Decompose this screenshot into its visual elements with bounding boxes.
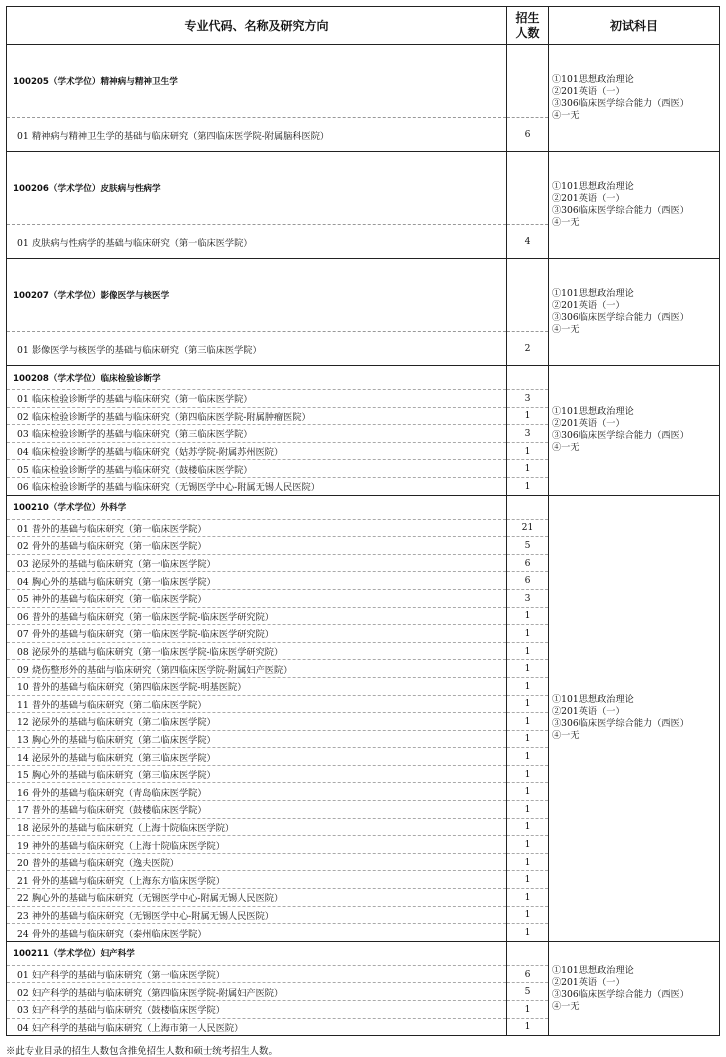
exam-subject: ③306临床医学综合能力（西医） xyxy=(552,430,689,442)
direction-cell xyxy=(7,572,507,590)
direction-name: 妇产科学的基础与临床研究（鼓楼临床医学院） xyxy=(32,1005,225,1017)
direction-name: 胸心外的基础与临床研究（第一临床医学院） xyxy=(32,576,216,588)
direction-code: 03 xyxy=(17,559,29,571)
direction-quota: 3 xyxy=(507,425,549,443)
direction-cell xyxy=(7,677,507,695)
direction-cell xyxy=(7,660,507,678)
major-header-row xyxy=(7,495,720,519)
exam-subject: ①101思想政治理论 xyxy=(552,694,634,706)
direction-code: 23 xyxy=(17,910,29,922)
direction-code: 05 xyxy=(17,594,29,606)
direction-quota: 1 xyxy=(507,871,549,889)
direction-name: 泌尿外的基础与临床研究（第一临床医学院） xyxy=(32,559,216,571)
direction-name: 普外的基础与临床研究（第一临床医学院-临床医学研究院） xyxy=(32,611,274,623)
exam-subjects-cell xyxy=(549,259,720,366)
direction-code: 01 xyxy=(17,237,29,249)
direction-cell xyxy=(7,642,507,660)
direction-name: 泌尿外的基础与临床研究（第二临床医学院） xyxy=(32,717,216,729)
exam-subject: ③306临床医学综合能力（西医） xyxy=(552,988,689,1000)
direction-name: 普外的基础与临床研究（第二临床医学院） xyxy=(32,699,207,711)
major-title: 100207（学术学位）影像医学与核医学 xyxy=(7,259,507,332)
direction-cell xyxy=(7,983,507,1001)
direction-name: 普外的基础与临床研究（逸夫医院） xyxy=(32,858,179,870)
exam-subjects-cell xyxy=(549,152,720,259)
direction-code: 17 xyxy=(17,805,29,817)
direction-cell xyxy=(7,836,507,854)
major-header-row xyxy=(7,259,720,332)
direction-quota: 1 xyxy=(507,924,549,942)
direction-code: 13 xyxy=(17,734,29,746)
direction-cell xyxy=(7,713,507,731)
direction-name: 皮肤病与性病学的基础与临床研究（第一临床医学院） xyxy=(32,237,253,249)
direction-code: 02 xyxy=(17,411,29,423)
direction-quota: 1 xyxy=(507,801,549,819)
direction-code: 15 xyxy=(17,770,29,782)
direction-cell xyxy=(7,390,507,408)
direction-code: 07 xyxy=(17,629,29,641)
direction-code: 24 xyxy=(17,928,29,940)
direction-quota: 1 xyxy=(507,748,549,766)
major-quota-cell xyxy=(507,45,549,118)
direction-cell xyxy=(7,425,507,443)
direction-cell xyxy=(7,519,507,537)
direction-cell xyxy=(7,1001,507,1019)
direction-name: 骨外的基础与临床研究（上海东方临床医学院） xyxy=(32,875,225,887)
direction-name: 胸心外的基础与临床研究（第二临床医学院） xyxy=(32,734,216,746)
direction-quota: 1 xyxy=(507,677,549,695)
exam-subjects-cell xyxy=(549,495,720,941)
exam-subjects-cell xyxy=(549,941,720,1035)
direction-code: 03 xyxy=(17,1005,29,1017)
direction-quota: 1 xyxy=(507,607,549,625)
direction-code: 10 xyxy=(17,682,29,694)
direction-name: 影像医学与核医学的基础与临床研究（第三临床医学院） xyxy=(32,344,262,356)
direction-cell xyxy=(7,906,507,924)
major-catalog-table xyxy=(6,6,720,1036)
direction-quota: 4 xyxy=(507,225,549,259)
direction-name: 妇产科学的基础与临床研究（上海市第一人民医院） xyxy=(32,1022,244,1034)
direction-code: 01 xyxy=(17,523,29,535)
header-quota-line1: 招生 xyxy=(515,10,540,25)
direction-name: 骨外的基础与临床研究（泰州临床医学院） xyxy=(32,928,207,940)
direction-code: 16 xyxy=(17,787,29,799)
direction-name: 妇产科学的基础与临床研究（第四临床医学院-附属妇产医院） xyxy=(32,987,284,999)
direction-quota: 6 xyxy=(507,572,549,590)
direction-name: 烧伤整形外的基础与临床研究（第四临床医学院-附属妇产医院） xyxy=(32,664,293,676)
direction-cell xyxy=(7,477,507,495)
direction-cell xyxy=(7,853,507,871)
direction-name: 临床检验诊断学的基础与临床研究（第一临床医学院） xyxy=(32,394,253,406)
exam-subject: ②201英语（一） xyxy=(552,976,625,988)
footnote: ※此专业目录的招生人数包含推免招生人数和硕士统考招生人数。 xyxy=(6,1046,278,1057)
direction-quota: 1 xyxy=(507,765,549,783)
direction-quota: 3 xyxy=(507,589,549,607)
direction-cell xyxy=(7,460,507,478)
exam-subject: ④一无 xyxy=(552,1000,580,1012)
direction-cell xyxy=(7,801,507,819)
direction-quota: 1 xyxy=(507,442,549,460)
direction-quota: 6 xyxy=(507,554,549,572)
direction-quota: 1 xyxy=(507,906,549,924)
major-title: 100208（学术学位）临床检验诊断学 xyxy=(7,366,507,390)
direction-cell xyxy=(7,695,507,713)
direction-quota: 3 xyxy=(507,390,549,408)
exam-subject: ①101思想政治理论 xyxy=(552,74,634,85)
major-header-row xyxy=(7,941,720,965)
direction-cell xyxy=(7,1018,507,1036)
direction-cell xyxy=(7,625,507,643)
direction-cell xyxy=(7,554,507,572)
direction-code: 01 xyxy=(17,970,29,982)
direction-code: 04 xyxy=(17,447,29,459)
direction-quota: 1 xyxy=(507,1018,549,1036)
direction-name: 普外的基础与临床研究（第一临床医学院） xyxy=(32,523,207,535)
direction-quota: 5 xyxy=(507,537,549,555)
exam-subject: ②201英语（一） xyxy=(552,300,625,311)
direction-quota: 2 xyxy=(507,332,549,366)
direction-quota: 1 xyxy=(507,713,549,731)
exam-subject: ③306临床医学综合能力（西医） xyxy=(552,205,689,216)
direction-name: 普外的基础与临床研究（鼓楼临床医学院） xyxy=(32,805,207,817)
direction-cell xyxy=(7,118,507,152)
direction-cell xyxy=(7,537,507,555)
exam-subject: ①101思想政治理论 xyxy=(552,406,634,418)
major-quota-cell xyxy=(507,941,549,965)
major-quota-cell xyxy=(507,366,549,390)
major-header-row xyxy=(7,366,720,390)
direction-name: 胸心外的基础与临床研究（无锡医学中心-附属无锡人民医院） xyxy=(32,893,284,905)
direction-code: 06 xyxy=(17,611,29,623)
direction-name: 骨外的基础与临床研究（第一临床医学院-临床医学研究院） xyxy=(32,629,274,641)
direction-quota: 6 xyxy=(507,965,549,983)
direction-quota: 5 xyxy=(507,983,549,1001)
direction-quota: 1 xyxy=(507,460,549,478)
direction-quota: 6 xyxy=(507,118,549,152)
direction-quota: 21 xyxy=(507,519,549,537)
direction-name: 临床检验诊断学的基础与临床研究（第四临床医学院-附属肿瘤医院） xyxy=(32,411,311,423)
direction-code: 08 xyxy=(17,647,29,659)
direction-quota: 1 xyxy=(507,477,549,495)
direction-cell xyxy=(7,889,507,907)
direction-name: 泌尿外的基础与临床研究（第三临床医学院） xyxy=(32,752,216,764)
direction-name: 妇产科学的基础与临床研究（第一临床医学院） xyxy=(32,970,225,982)
exam-subject: ②201英语（一） xyxy=(552,706,625,718)
major-title: 100210（学术学位）外科学 xyxy=(7,495,507,519)
direction-code: 05 xyxy=(17,464,29,476)
exam-subject: ④一无 xyxy=(552,110,580,121)
exam-subject: ③306临床医学综合能力（西医） xyxy=(552,718,689,730)
major-quota-cell xyxy=(507,152,549,225)
direction-code: 21 xyxy=(17,875,29,887)
direction-cell xyxy=(7,225,507,259)
table-body xyxy=(7,45,720,1036)
direction-code: 02 xyxy=(17,541,29,553)
header-exam: 初试科目 xyxy=(549,7,720,45)
major-title: 100211（学术学位）妇产科学 xyxy=(7,941,507,965)
exam-subjects-cell xyxy=(549,45,720,152)
direction-quota: 1 xyxy=(507,783,549,801)
direction-quota: 1 xyxy=(507,642,549,660)
direction-cell xyxy=(7,607,507,625)
exam-subject: ④一无 xyxy=(552,442,580,454)
direction-name: 泌尿外的基础与临床研究（上海十院临床医学院） xyxy=(32,822,235,834)
header-quota-line2: 人数 xyxy=(515,25,540,40)
direction-name: 神外的基础与临床研究（上海十院临床医学院） xyxy=(32,840,225,852)
exam-subject: ②201英语（一） xyxy=(552,418,625,430)
direction-code: 01 xyxy=(17,130,29,142)
direction-code: 09 xyxy=(17,664,29,676)
direction-cell xyxy=(7,589,507,607)
direction-name: 普外的基础与临床研究（第四临床医学院-明基医院） xyxy=(32,682,247,694)
header-quota xyxy=(507,7,549,45)
direction-cell xyxy=(7,730,507,748)
direction-cell xyxy=(7,332,507,366)
direction-quota: 1 xyxy=(507,660,549,678)
direction-code: 12 xyxy=(17,717,29,729)
direction-cell xyxy=(7,748,507,766)
direction-name: 骨外的基础与临床研究（第一临床医学院） xyxy=(32,541,207,553)
exam-subjects-cell xyxy=(549,366,720,496)
direction-cell xyxy=(7,965,507,983)
exam-subject: ④一无 xyxy=(552,217,580,228)
direction-name: 临床检验诊断学的基础与临床研究（鼓楼临床医学院） xyxy=(32,464,253,476)
direction-name: 精神病与精神卫生学的基础与临床研究（第四临床医学院-附属脑科医院） xyxy=(32,130,330,142)
exam-subject: ②201英语（一） xyxy=(552,86,625,97)
direction-quota: 1 xyxy=(507,836,549,854)
direction-code: 11 xyxy=(17,699,29,711)
direction-name: 泌尿外的基础与临床研究（第一临床医学院-临床医学研究院） xyxy=(32,647,284,659)
table-header-row xyxy=(7,7,720,45)
direction-code: 01 xyxy=(17,344,29,356)
direction-code: 20 xyxy=(17,858,29,870)
direction-cell xyxy=(7,407,507,425)
direction-quota: 1 xyxy=(507,889,549,907)
direction-name: 临床检验诊断学的基础与临床研究（姑苏学院-附属苏州医院） xyxy=(32,447,284,459)
direction-cell xyxy=(7,818,507,836)
exam-subject: ④一无 xyxy=(552,730,580,742)
direction-cell xyxy=(7,871,507,889)
direction-cell xyxy=(7,442,507,460)
direction-quota: 1 xyxy=(507,853,549,871)
direction-code: 06 xyxy=(17,482,29,494)
direction-name: 胸心外的基础与临床研究（第三临床医学院） xyxy=(32,770,216,782)
direction-quota: 1 xyxy=(507,407,549,425)
exam-subject: ②201英语（一） xyxy=(552,193,625,204)
direction-name: 神外的基础与临床研究（无锡医学中心-附属无锡人民医院） xyxy=(32,910,274,922)
direction-cell xyxy=(7,765,507,783)
major-quota-cell xyxy=(507,259,549,332)
direction-code: 01 xyxy=(17,394,29,406)
direction-cell xyxy=(7,924,507,942)
direction-name: 临床检验诊断学的基础与临床研究（第三临床医学院） xyxy=(32,429,253,441)
direction-code: 02 xyxy=(17,987,29,999)
direction-code: 03 xyxy=(17,429,29,441)
direction-quota: 1 xyxy=(507,1001,549,1019)
exam-subject: ①101思想政治理论 xyxy=(552,964,634,976)
direction-code: 04 xyxy=(17,576,29,588)
direction-code: 19 xyxy=(17,840,29,852)
direction-name: 神外的基础与临床研究（第一临床医学院） xyxy=(32,594,207,606)
direction-code: 14 xyxy=(17,752,29,764)
major-title: 100206（学术学位）皮肤病与性病学 xyxy=(7,152,507,225)
exam-subject: ①101思想政治理论 xyxy=(552,181,634,192)
major-quota-cell xyxy=(507,495,549,519)
catalog-sheet xyxy=(6,6,719,1036)
major-title: 100205（学术学位）精神病与精神卫生学 xyxy=(7,45,507,118)
header-major: 专业代码、名称及研究方向 xyxy=(7,7,507,45)
exam-subject: ③306临床医学综合能力（西医） xyxy=(552,312,689,323)
direction-code: 18 xyxy=(17,822,29,834)
direction-name: 临床检验诊断学的基础与临床研究（无锡医学中心-附属无锡人民医院） xyxy=(32,482,320,494)
direction-code: 22 xyxy=(17,893,29,905)
direction-quota: 1 xyxy=(507,818,549,836)
direction-quota: 1 xyxy=(507,695,549,713)
direction-name: 骨外的基础与临床研究（青岛临床医学院） xyxy=(32,787,207,799)
exam-subject: ④一无 xyxy=(552,324,580,335)
major-header-row xyxy=(7,152,720,225)
major-header-row xyxy=(7,45,720,118)
direction-cell xyxy=(7,783,507,801)
exam-subject: ③306临床医学综合能力（西医） xyxy=(552,98,689,109)
exam-subject: ①101思想政治理论 xyxy=(552,288,634,299)
direction-code: 04 xyxy=(17,1022,29,1034)
direction-quota: 1 xyxy=(507,730,549,748)
direction-quota: 1 xyxy=(507,625,549,643)
